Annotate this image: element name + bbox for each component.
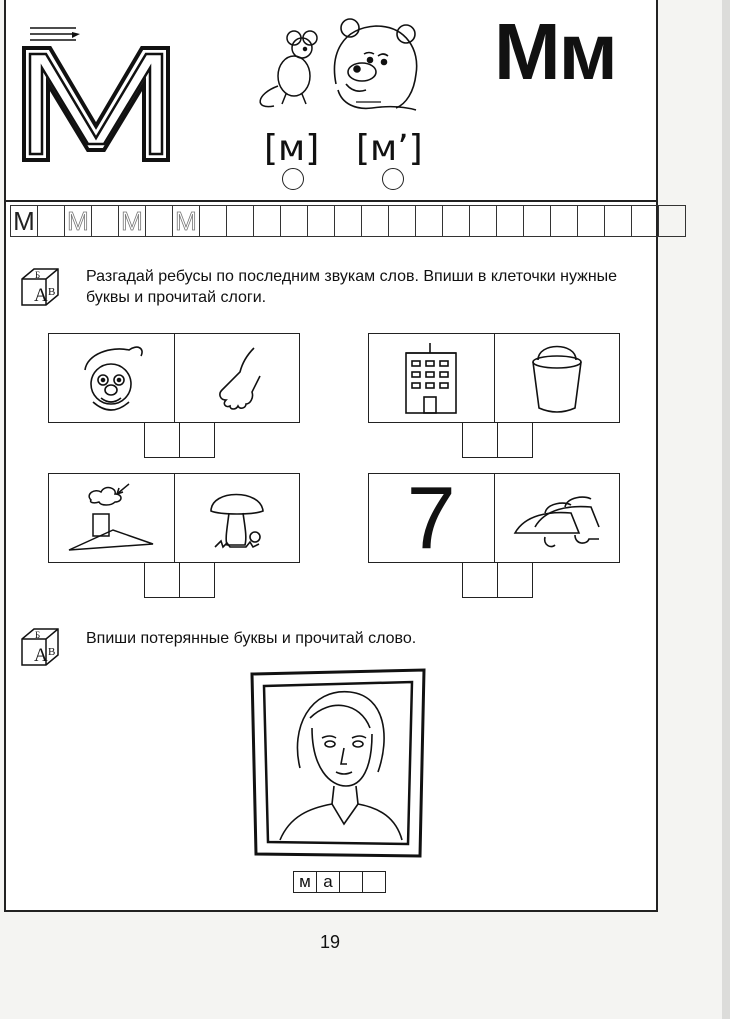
rebus-picture-right [175,474,300,562]
copy-cell[interactable]: М [64,205,91,237]
copy-cell[interactable] [388,205,415,237]
block-letter-side: В [48,286,56,298]
irons-icon [505,483,609,553]
rebus-picture-left [369,334,495,422]
scan-edge [722,0,730,1019]
header-divider [6,200,656,202]
copy-cell[interactable] [469,205,496,237]
answer-cell[interactable] [498,423,533,458]
woman-portrait-icon [250,668,428,858]
rebus-card [368,468,620,567]
copy-cell[interactable] [604,205,631,237]
sound-circle-soft[interactable] [382,168,404,190]
answer-cell[interactable] [462,423,498,458]
word-cells [293,871,386,893]
copy-cell[interactable] [496,205,523,237]
copy-cell[interactable]: М [172,205,199,237]
block-letter-front: А [34,645,48,666]
copy-cell[interactable] [37,205,64,237]
copy-cell[interactable] [361,205,388,237]
number-seven: 7 [406,468,456,567]
answer-cells [144,423,215,458]
answer-cells [462,423,533,458]
copy-cell[interactable] [550,205,577,237]
copy-cell[interactable]: М [118,205,145,237]
copy-cell[interactable] [91,205,118,237]
answer-cell[interactable] [144,563,180,598]
rebus-card [368,333,620,423]
copy-cell[interactable] [253,205,280,237]
bucket-icon [524,340,590,416]
block-letter-front: А [34,285,48,306]
copy-cell[interactable] [199,205,226,237]
chimney-smoke-icon [63,478,159,558]
sound-soft-m: [м’] [356,128,423,169]
alphabet-block-icon [18,265,62,309]
copy-cell[interactable] [307,205,334,237]
block-letter-top: Б [35,630,41,640]
copy-cell[interactable]: М [10,205,37,237]
block-letter-top: Б [35,270,41,280]
copy-cell[interactable] [577,205,604,237]
copy-cell[interactable] [280,205,307,237]
outline-letter-m [16,18,176,168]
mouse-icon [260,31,317,107]
building-icon [396,339,466,417]
rebus-picture-right [495,334,620,422]
sound-hard-m: [м] [264,128,320,169]
letter-pair: Мм [494,7,616,96]
word-cell[interactable]: м [293,871,316,893]
rebus-card [48,333,300,423]
answer-cell[interactable] [144,423,180,458]
answer-cell[interactable] [498,563,533,598]
hand-icon [202,342,272,414]
copy-cell[interactable] [145,205,172,237]
rebus-picture-right [175,334,300,422]
copy-cell[interactable] [415,205,442,237]
answer-cell[interactable] [180,563,215,598]
copy-cell[interactable] [523,205,550,237]
copy-practice-row [10,205,686,237]
word-cell[interactable] [339,871,362,893]
alphabet-block-icon [18,625,62,669]
answer-cell[interactable] [462,563,498,598]
bear-icon [335,19,417,110]
task2-instruction: Впиши потерянные буквы и прочитай слово. [86,630,417,647]
copy-cell[interactable] [442,205,469,237]
copy-cell[interactable] [658,205,686,237]
rebus-picture-left [369,468,495,567]
copy-cell[interactable] [226,205,253,237]
rebus-picture-right [495,474,620,562]
block-letter-side: В [48,646,56,658]
answer-cells [462,563,533,598]
workbook-page [4,0,658,912]
word-cell[interactable]: а [316,871,339,893]
copy-cell[interactable] [631,205,658,237]
mushroom-icon [205,483,269,553]
gnome-icon [71,340,151,416]
answer-cells [144,563,215,598]
word-cell[interactable] [362,871,386,893]
page-number: 19 [320,932,341,952]
copy-cell[interactable] [334,205,361,237]
outline-letter-label [40,60,41,61]
rebus-picture-left [49,334,175,422]
rebus-card [48,473,300,563]
task1-instruction: Разгадай ребусы по последним звукам слов. Впиши в клеточки нужные буквы и прочитай слоги. [86,268,618,306]
mouse-bear-illustration [246,14,426,124]
answer-cell[interactable] [180,423,215,458]
sound-circle-hard[interactable] [282,168,304,190]
rebus-picture-left [49,474,175,562]
